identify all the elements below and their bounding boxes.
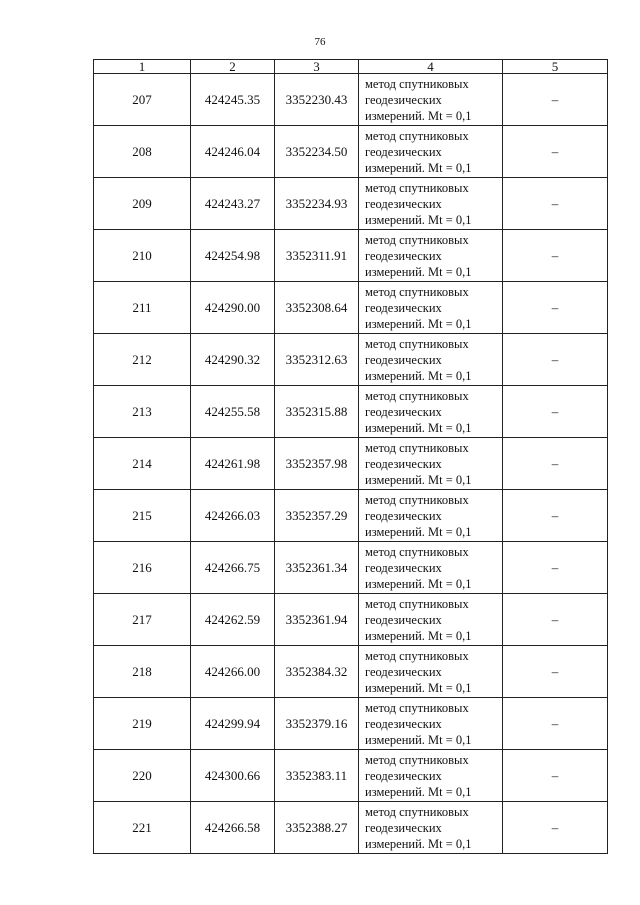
method-cell [359,490,503,542]
table-row [94,334,608,386]
col5-cell: – [503,230,608,282]
point-number-cell: 209 [94,178,191,230]
table-body [94,74,608,854]
method-cell [359,542,503,594]
method-line: геодезических [365,300,442,315]
method-line: геодезических [365,820,442,835]
method-line: геодезических [365,768,442,783]
method-line: геодезических [365,508,442,523]
table-header-row [94,60,608,74]
method-cell [359,594,503,646]
point-number-cell: 218 [94,646,191,698]
method-line: геодезических [365,404,442,419]
point-number-cell: 221 [94,802,191,854]
coordinate-x-cell: 424266.58 [191,802,275,854]
method-line: измерений. Mt = 0,1 [365,420,472,435]
coordinate-y-cell: 3352357.98 [275,438,359,490]
table-row [94,230,608,282]
point-number-cell: 217 [94,594,191,646]
method-line: измерений. Mt = 0,1 [365,836,472,851]
method-line: метод спутниковых [365,752,469,767]
method-line: метод спутниковых [365,544,469,559]
table-row [94,490,608,542]
table-row [94,282,608,334]
method-line: геодезических [365,612,442,627]
table-row [94,74,608,126]
method-line: геодезических [365,352,442,367]
table-row [94,126,608,178]
method-cell [359,74,503,126]
col5-cell: – [503,126,608,178]
method-cell [359,282,503,334]
table-row [94,698,608,750]
header-col-1: 1 [94,60,191,74]
table-row [94,802,608,854]
coordinate-x-cell: 424266.00 [191,646,275,698]
table-row [94,542,608,594]
coordinate-x-cell: 424290.00 [191,282,275,334]
coordinate-y-cell: 3352384.32 [275,646,359,698]
header-col-5: 5 [503,60,608,74]
method-cell [359,698,503,750]
method-line: метод спутниковых [365,128,469,143]
col5-cell: – [503,698,608,750]
method-line: измерений. Mt = 0,1 [365,472,472,487]
coordinate-y-cell: 3352234.50 [275,126,359,178]
coordinate-y-cell: 3352234.93 [275,178,359,230]
method-line: метод спутниковых [365,388,469,403]
coordinate-x-cell: 424255.58 [191,386,275,438]
method-line: измерений. Mt = 0,1 [365,628,472,643]
method-line: геодезических [365,92,442,107]
coordinates-table [93,59,608,854]
point-number-cell: 212 [94,334,191,386]
method-line: метод спутниковых [365,232,469,247]
table-row [94,750,608,802]
table-row [94,594,608,646]
method-line: геодезических [365,248,442,263]
header-col-4: 4 [359,60,503,74]
point-number-cell: 207 [94,74,191,126]
header-col-3: 3 [275,60,359,74]
point-number-cell: 219 [94,698,191,750]
method-cell [359,646,503,698]
col5-cell: – [503,74,608,126]
method-cell [359,178,503,230]
point-number-cell: 214 [94,438,191,490]
coordinate-x-cell: 424245.35 [191,74,275,126]
coordinate-y-cell: 3352383.11 [275,750,359,802]
coordinate-y-cell: 3352388.27 [275,802,359,854]
method-cell [359,334,503,386]
coordinate-y-cell: 3352230.43 [275,74,359,126]
coordinate-y-cell: 3352315.88 [275,386,359,438]
col5-cell: – [503,386,608,438]
method-line: измерений. Mt = 0,1 [365,212,472,227]
coordinate-x-cell: 424266.75 [191,542,275,594]
col5-cell: – [503,282,608,334]
method-line: метод спутниковых [365,700,469,715]
col5-cell: – [503,646,608,698]
method-line: геодезических [365,560,442,575]
method-line: метод спутниковых [365,180,469,195]
page-number: 76 [314,36,326,48]
method-cell [359,438,503,490]
method-line: измерений. Mt = 0,1 [365,576,472,591]
method-cell [359,750,503,802]
method-line: геодезических [365,144,442,159]
method-line: метод спутниковых [365,284,469,299]
method-line: метод спутниковых [365,492,469,507]
table-row [94,646,608,698]
col5-cell: – [503,750,608,802]
col5-cell: – [503,490,608,542]
col5-cell: – [503,542,608,594]
point-number-cell: 208 [94,126,191,178]
coordinate-x-cell: 424290.32 [191,334,275,386]
coordinate-y-cell: 3352308.64 [275,282,359,334]
method-line: измерений. Mt = 0,1 [365,680,472,695]
table-row [94,386,608,438]
method-line: измерений. Mt = 0,1 [365,732,472,747]
method-cell [359,802,503,854]
coordinate-x-cell: 424262.59 [191,594,275,646]
col5-cell: – [503,178,608,230]
coordinate-y-cell: 3352361.94 [275,594,359,646]
method-line: метод спутниковых [365,336,469,351]
method-cell [359,126,503,178]
point-number-cell: 210 [94,230,191,282]
method-line: измерений. Mt = 0,1 [365,368,472,383]
table-row [94,438,608,490]
coordinate-y-cell: 3352312.63 [275,334,359,386]
coordinate-y-cell: 3352311.91 [275,230,359,282]
coordinate-x-cell: 424254.98 [191,230,275,282]
coordinate-x-cell: 424243.27 [191,178,275,230]
method-line: измерений. Mt = 0,1 [365,316,472,331]
point-number-cell: 215 [94,490,191,542]
method-line: измерений. Mt = 0,1 [365,264,472,279]
method-line: измерений. Mt = 0,1 [365,160,472,175]
point-number-cell: 211 [94,282,191,334]
coordinate-x-cell: 424266.03 [191,490,275,542]
method-line: измерений. Mt = 0,1 [365,524,472,539]
point-number-cell: 220 [94,750,191,802]
coordinate-x-cell: 424300.66 [191,750,275,802]
method-line: метод спутниковых [365,76,469,91]
table-row [94,178,608,230]
coordinate-y-cell: 3352361.34 [275,542,359,594]
header-col-2: 2 [191,60,275,74]
point-number-cell: 213 [94,386,191,438]
method-line: метод спутниковых [365,804,469,819]
method-line: геодезических [365,716,442,731]
col5-cell: – [503,438,608,490]
method-line: геодезических [365,196,442,211]
coordinate-x-cell: 424261.98 [191,438,275,490]
method-line: метод спутниковых [365,596,469,611]
method-line: измерений. Mt = 0,1 [365,784,472,799]
method-line: измерений. Mt = 0,1 [365,108,472,123]
coordinate-y-cell: 3352379.16 [275,698,359,750]
point-number-cell: 216 [94,542,191,594]
method-cell [359,230,503,282]
coordinate-x-cell: 424299.94 [191,698,275,750]
coordinate-x-cell: 424246.04 [191,126,275,178]
method-line: метод спутниковых [365,648,469,663]
col5-cell: – [503,802,608,854]
method-line: геодезических [365,664,442,679]
method-line: метод спутниковых [365,440,469,455]
method-cell [359,386,503,438]
col5-cell: – [503,334,608,386]
col5-cell: – [503,594,608,646]
coordinate-y-cell: 3352357.29 [275,490,359,542]
method-line: геодезических [365,456,442,471]
